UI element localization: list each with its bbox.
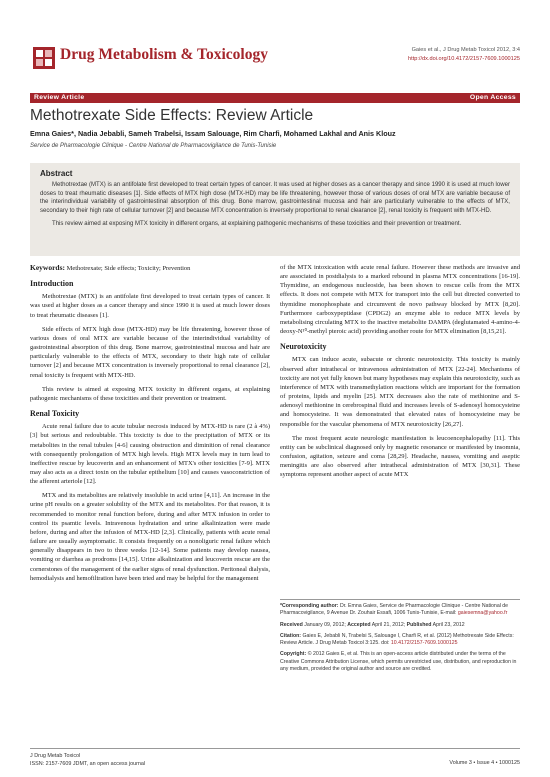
journal-logo-icon bbox=[33, 47, 55, 69]
article-info bbox=[280, 599, 520, 677]
affiliation: Service de Pharmacologie Clinique - Centre National de Pharmacovigilance de Tunis-Tunisie bbox=[30, 143, 277, 149]
doi-link[interactable]: http://dx.doi.org/10.4172/2157-7609.1000125 bbox=[408, 56, 520, 62]
article-type-label: Review Article bbox=[34, 94, 85, 101]
received-label: Received bbox=[280, 621, 303, 628]
email-link[interactable]: gaiesemna@yahoo.fr bbox=[457, 610, 508, 617]
copyright-block bbox=[280, 651, 520, 673]
article-title: Methotrexate Side Effects: Review Article bbox=[30, 107, 314, 124]
section-heading-renal-toxicity: Renal Toxicity bbox=[30, 409, 80, 419]
journal-title: Drug Metabolism & Toxicology bbox=[60, 46, 268, 63]
citation-line: Gaies et al., J Drug Metab Toxicol 2012, 3:4 bbox=[411, 47, 520, 53]
keywords-label: Keywords: bbox=[30, 263, 65, 272]
copyright-text: © 2012 Gaies E, et al. This is an open-access article distributed under the terms of the Creative Commons Attribution License, which permits unrestricted use, distribution, and reproduction in any medium, provided the original author and source are credited. bbox=[280, 651, 517, 673]
published-date: April 23, 2012 bbox=[432, 621, 465, 628]
keywords-text: Methotrexate; Side effects; Toxicity; Prevention bbox=[66, 265, 191, 272]
published-label: Published bbox=[406, 621, 432, 628]
header-citation bbox=[408, 46, 520, 64]
body-paragraph: Acute renal failure due to acute tubular necrosis induced by MTX-HD is rare (2 à 4%) [3] but serious and redoubtable. This toxicity is due to the precipitation of MTX or its metabolites in the renal tubules [4-6] causing obstruction and diminition of renal clearance with consequently prolongation of MTX high levels. High MTX levels may in turn lead to ineffective rescue by leucoverin and an enhancement of MTX's other toxicities [7-9]. MTX may also acts as a direct toxin on the tubular epithelium [10] and causes vasoconstriction of the afferent arteriole [12]. bbox=[30, 423, 270, 486]
article-type-band bbox=[30, 93, 520, 103]
citation-text: Gaies E, Jebabli N, Trabelsi S, Salouage I, Charfi R, et al. (2012) Methotrexate Side Effects: Review Article. J Drug Metab Toxicol 3:125. doi: bbox=[280, 632, 514, 647]
footer-volume: Volume 3 • Issue 4 • 1000125 bbox=[449, 760, 520, 766]
left-column bbox=[30, 263, 270, 588]
citation-label: Citation: bbox=[280, 632, 302, 639]
abstract-box bbox=[30, 163, 520, 256]
body-paragraph: of the MTX intoxication with acute renal failure. However these methods are invasive and are associated in postdialysis to a marked rebound in plasma MTX concentrations [16-19]. Thymidine, an endogenous nucleoside, has been shown to rescue cells from the MTX effects. It does not compete with MTX for transport into the cell but directed converted to thymidine monophosphate and circumvent de novo pathway blocked by MTX [8,20]. Furthermore carboxypeptidase (CPDG2) an enzyme able to reduce MTX levels by metabolising circulating MTX to the inactive metabolite DAMPA (deglutamated 4-amino-4-deoxy-N¹⁰-methyl pteroic acid) providing another route for MTX elimination [8,15,21]. bbox=[280, 264, 520, 336]
corresponding-author bbox=[280, 603, 520, 618]
authors: Emna Gaies*, Nadia Jebabli, Sameh Trabelsi, Issam Salouage, Rim Charfi, Mohamed Lakhal and Anis Klouz bbox=[30, 129, 396, 138]
accepted-label: Accepted bbox=[347, 621, 371, 628]
citation-doi-link[interactable]: 10.4172/2157-7609.1000125 bbox=[390, 640, 458, 647]
footer-divider bbox=[30, 748, 520, 749]
section-heading-neurotoxicity: Neurotoxicity bbox=[280, 342, 327, 352]
body-paragraph: This review is aimed at exposing MTX toxicity in different organs, at explaining pathogenic mechanisms of these toxicities and their prevention or treatment. bbox=[30, 385, 270, 402]
body-paragraph: MTX and its metabolites are relatively insoluble in acid urine [4,11]. An increase in the urine pH results on a greater solubility of the MTX and its metabolites. For that reason, it is recommended to monitor renal function before, during and after MTX infusion in order to control its psamtic levels. Intravenous hydratation and urine alkalinization were made before, during and after the infusion of MTX-HD [2,3]. Clinically, patients with acute renal failure are usually asymptomatic. It consists frequently on a nonoliguric renal failure which generally disappears in two to three weeks [12-14]. Some patients may develop nausea, vomiting or diarrhea as prodroms [14,15]. Urine alkalinization and leucoverin rescue are the cornerstones of the management of the earlier signs of renal dysfunction. Peritoneal dialysis, hemodialysis and hemofiltration have been tried and may be helpful for the management bbox=[30, 492, 270, 582]
corresponding-text: Dr. Emna Gaies, Service de Pharmacologie Clinique - Centre National de Pharmacovigilance, 9 Avenue Dr. Zouhair Essafi, 1006 Tunis-Tunisie, E-mail: bbox=[280, 603, 509, 617]
dates bbox=[280, 622, 520, 629]
section-heading-introduction: Introduction bbox=[30, 279, 74, 289]
abstract-heading: Abstract bbox=[40, 169, 73, 178]
copyright-label: Copyright: bbox=[280, 651, 307, 658]
abstract-paragraph: This review aimed at exposing MTX toxicity in different organs, at explaining pathogenic mechanisms of these toxicities and their prevention or treatment. bbox=[52, 221, 462, 227]
body-paragraph: Methotrextae (MTX) is an antifolate first developed to treat certain types of cancer. It was used at higher doses as a cancer therapy and since 1990 it is used at much lower doses to treat rheumatic diseases [1]. bbox=[30, 293, 270, 319]
citation-block bbox=[280, 633, 520, 648]
open-access-label: Open Access bbox=[469, 94, 516, 101]
accepted-date: April 21, 2012; bbox=[371, 621, 406, 628]
abstract-paragraph: Methotrextae (MTX) is an antifolate first developed to treat certain types of cancer. It was used at higher doses as a cancer therapy and since 1990 it is used at much lower doses to treat rheumatic diseases [1]. Side effects of MTX high dose (MTX-HD) may be life threatening, however those of various doses of oral MTX are variable because of the interindividual variability of gastrointestinal absorption of this drug. Bone marrow, gastrointestinal mucosa and hair are particularly vulnerable to the effects of MTX, secondary to their high rate of cellular turnover [2] and because MTX concentration is inversely proportional to renal clearance [2], renal toxicity is frequent with MTX-HD. bbox=[40, 182, 510, 214]
body-paragraph: The most frequent acute neurologic manifestation is leucoencephalopathy [11]. This entity can be subclinical diagnosed only by magnetic resonance or manifested by insomnia, confusion, agitation, seizure and coma [28,29]. Headache, nausea, vomiting and aseptic meningitis are also observed after intrathecal administration of MTX [30,31]. These symptoms represent another aspect of acute MTX bbox=[280, 434, 520, 479]
page-header bbox=[0, 0, 550, 80]
corresponding-label: *Corresponding author: bbox=[280, 603, 339, 609]
right-column bbox=[280, 263, 520, 484]
keywords bbox=[30, 263, 270, 273]
footer-issn: ISSN: 2157-7609 JDMT, an open access journal bbox=[30, 761, 146, 767]
footer-journal-name: J Drug Metab Toxicol bbox=[30, 753, 81, 759]
received-date: January 09, 2012; bbox=[304, 621, 346, 628]
body-paragraph: Side effects of MTX high dose (MTX-HD) may be life threatening, however those of various doses of oral MTX are variable because of the interindividual variability of gastrointestinal absorption of this drug. Bone marrow, gastrointestinal mucosa and hair are particularly vulnerable to the effects of MTX, secondary to their high rate of cellular turnover [2] and because MTX concentration is inversely proportional to renal clearance [2], renal toxicity is frequent with MTX-HD. bbox=[30, 325, 270, 379]
footer-journal bbox=[30, 752, 145, 768]
body-paragraph: MTX can induce acute, subacute or chronic neurotoxicity. This toxicity is mainly observed after intrathecal or intravenous administration of MTX [22-24]. Mechanisms of toxicity are not yet fully known but many hypotheses may explain this neurotoxicity, such as interference of MTX with transmethylation reactions which are important for the formation of proteins, lipids and myelin [25]. MTX decreases also the rate of methionine and S-adenosyl methionine in cerebrospinal fluid and increases levels of S-adenosyl homocysteine and homocysteine. It was demonstrated that elevated rates of homocysteine may be responsible for the vascular phenomena of MTX neurotoxicity [26,27]. bbox=[280, 356, 520, 428]
